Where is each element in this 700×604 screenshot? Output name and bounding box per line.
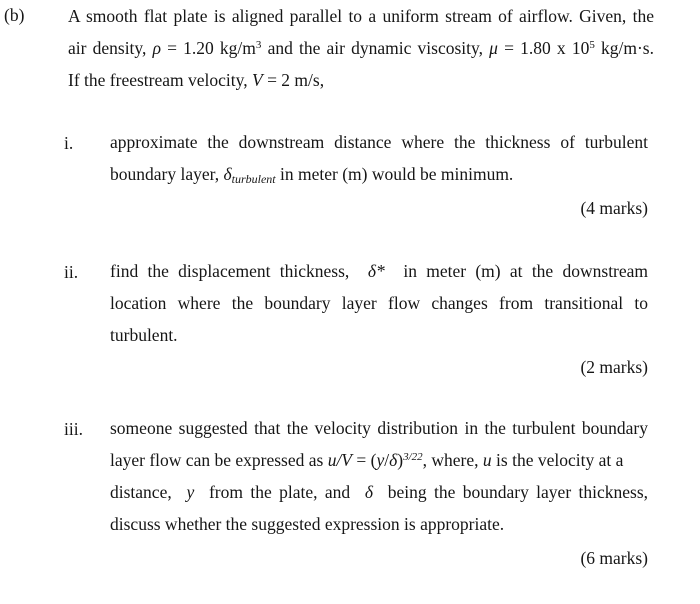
delta-symbol: δ <box>364 482 373 502</box>
superscript: 3 <box>255 39 262 51</box>
question-iii-line-4: discuss whether the suggested expression is appropriate. <box>110 514 505 534</box>
text: = ( <box>352 450 377 470</box>
subscript: turbulent <box>231 172 276 186</box>
u-symbol: u <box>482 450 492 470</box>
text: = 1.80 x 10 <box>497 38 590 58</box>
marks-iii: (6 marks) <box>580 548 648 568</box>
question-i-text <box>110 126 648 190</box>
text: , where, <box>422 450 483 470</box>
question-ii-line-2: location where the boundary layer flow changes from transitional to <box>110 293 648 313</box>
marks-i: (4 marks) <box>580 198 648 218</box>
velocity-ratio: u/V <box>327 450 352 470</box>
velocity-symbol: V <box>251 70 263 90</box>
text: find the displacement thickness, <box>110 261 359 281</box>
text: air density, <box>68 38 153 58</box>
y-symbol: y <box>186 482 195 502</box>
text: from the plate, and <box>201 482 358 502</box>
marks-ii: (2 marks) <box>580 357 648 377</box>
superscript: 5 <box>589 39 595 51</box>
text: = 2 m/s, <box>262 70 325 90</box>
question-iii-text <box>110 412 648 540</box>
text: = 1.20 kg/m <box>160 38 256 58</box>
text: is the velocity at a <box>491 450 624 470</box>
text: ) <box>397 450 404 470</box>
rho-symbol: ρ <box>152 38 161 58</box>
question-iii-line-3 <box>110 476 648 508</box>
text: If the freestream velocity, <box>68 70 252 90</box>
text: in meter (m) at the downstream <box>394 261 649 281</box>
question-i-line-1: approximate the downstream distance where the thickness of turbulent <box>110 132 648 152</box>
text: and the air dynamic viscosity, <box>261 38 490 58</box>
text: / <box>384 450 390 470</box>
text: kg/m·s. <box>594 38 654 58</box>
question-i-line-2 <box>110 158 648 190</box>
delta-symbol: δ <box>223 164 232 184</box>
question-number-ii: ii. <box>64 262 79 282</box>
mu-symbol: μ <box>489 38 498 58</box>
question-ii-line-1 <box>110 255 648 287</box>
text: layer flow can be expressed as <box>110 450 328 470</box>
y-symbol: y <box>376 450 385 470</box>
intro-paragraph <box>68 0 654 96</box>
text: being the boundary layer thickness, <box>380 482 649 502</box>
intro-line-1: A smooth flat plate is aligned parallel to a uniform stream of airflow. Given, the <box>68 6 654 26</box>
text: boundary layer, <box>110 164 224 184</box>
text: in meter (m) would be minimum. <box>275 164 514 184</box>
question-number-i: i. <box>64 133 74 153</box>
text: distance, <box>110 482 180 502</box>
delta-symbol: δ <box>389 450 398 470</box>
part-label: (b) <box>4 5 25 25</box>
question-number-iii: iii. <box>64 419 83 439</box>
exponent: 3/22 <box>403 451 423 463</box>
question-iii-line-1: someone suggested that the velocity distribution in the turbulent boundary <box>110 418 648 438</box>
question-iii-line-2 <box>110 444 648 476</box>
intro-line-3 <box>68 64 654 96</box>
question-ii-text <box>110 255 648 351</box>
intro-line-2 <box>68 32 654 64</box>
delta-star-symbol: δ* <box>367 261 385 281</box>
question-ii-line-3: turbulent. <box>110 325 178 345</box>
